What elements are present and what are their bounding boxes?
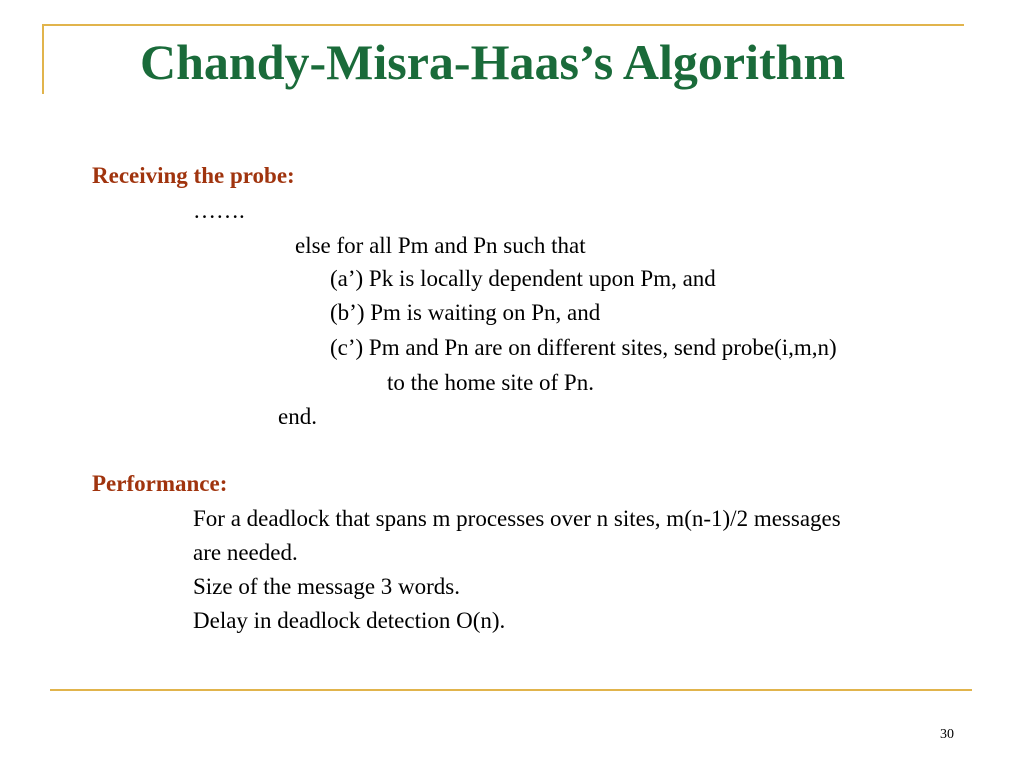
condition-c-continuation: to the home site of Pn. xyxy=(387,370,594,395)
receiving-probe-heading: Receiving the probe: xyxy=(92,163,295,188)
end-line: end. xyxy=(278,404,317,429)
performance-messages-continuation: are needed. xyxy=(193,540,298,565)
performance-messages-line: For a deadlock that spans m processes over n sites, m(n-1)/2 messages xyxy=(193,506,841,531)
ellipsis-line: ……. xyxy=(193,198,245,223)
else-for-all-line: else for all Pm and Pn such that xyxy=(295,233,586,258)
performance-size-line: Size of the message 3 words. xyxy=(193,574,460,599)
bottom-border-line xyxy=(50,689,972,691)
performance-delay-line: Delay in deadlock detection O(n). xyxy=(193,608,506,633)
page-number: 30 xyxy=(940,727,954,742)
left-border-line xyxy=(42,24,44,94)
condition-a-line: (a’) Pk is locally dependent upon Pm, and xyxy=(330,266,716,291)
top-border-line xyxy=(42,24,964,26)
slide-title: Chandy-Misra-Haas’s Algorithm xyxy=(140,34,846,90)
condition-b-line: (b’) Pm is waiting on Pn, and xyxy=(330,300,601,325)
condition-c-line: (c’) Pm and Pn are on different sites, send probe(i,m,n) xyxy=(330,335,837,360)
performance-heading: Performance: xyxy=(92,471,228,496)
